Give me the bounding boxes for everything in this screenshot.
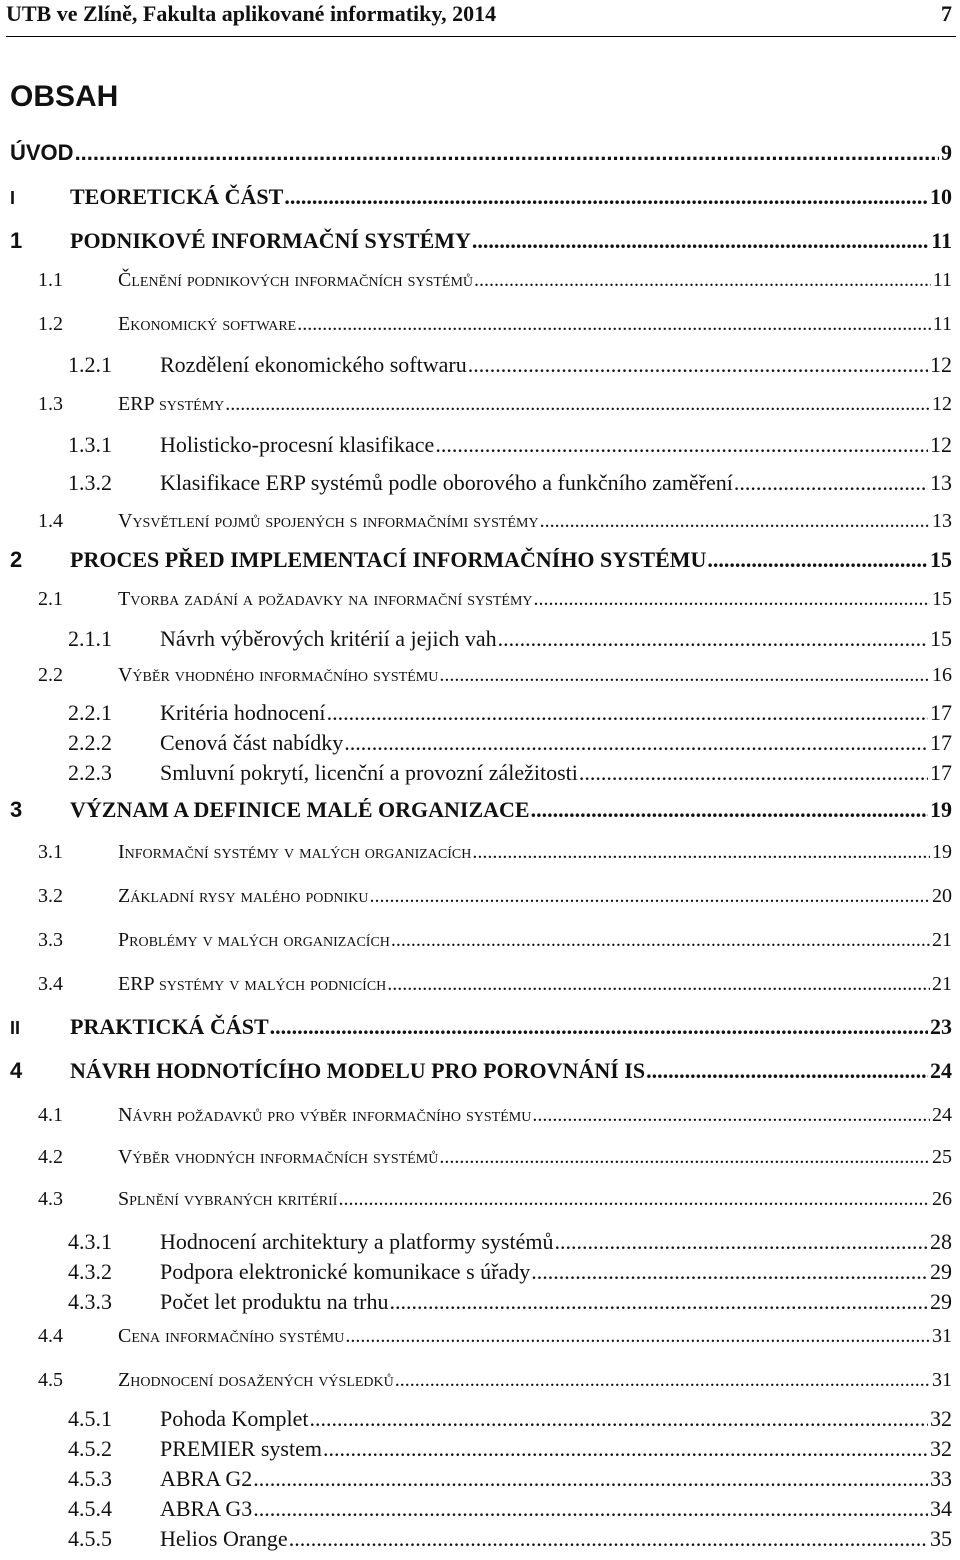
toc-leader-dots	[472, 841, 930, 864]
toc-entry-page: 32	[930, 1436, 952, 1461]
toc-entry-number: 1	[10, 228, 23, 253]
toc-entry[interactable]	[0, 352, 960, 378]
toc-entry-title: Informační systémy v malých organizacích	[118, 841, 472, 863]
toc-entry-title: Výběr vhodných informačních systémů	[118, 1146, 439, 1168]
toc-entry-title: Problémy v malých organizacích	[118, 929, 390, 951]
toc-leader-dots	[498, 626, 928, 652]
toc-entry[interactable]	[0, 313, 960, 336]
toc-entry[interactable]	[0, 1325, 960, 1348]
toc-entry-number: 1.4	[38, 510, 63, 532]
toc-leader-dots	[435, 432, 928, 458]
toc-entry[interactable]	[0, 1496, 960, 1522]
toc-entry-title: Cenová část nabídky	[160, 730, 344, 755]
toc-entry-page: 31	[932, 1369, 952, 1391]
toc-leader-dots	[253, 1496, 928, 1522]
toc-entry-title: Výběr vhodného informačního systému	[118, 664, 439, 686]
toc-entry[interactable]	[0, 885, 960, 908]
toc-leader-dots	[345, 1325, 930, 1348]
toc-entry-number: 3.3	[38, 929, 63, 951]
toc-entry-title: Členění podnikových informačních systémů	[118, 269, 474, 291]
toc-entry-number: 4.5.2	[68, 1436, 112, 1461]
toc-leader-dots	[75, 140, 939, 166]
toc-entry-number: ÚVOD	[10, 140, 74, 165]
toc-entry-title: PRAKTICKÁ ČÁST	[70, 1014, 269, 1039]
toc-entry-page: 11	[931, 228, 952, 253]
toc-entry-number: 4.1	[38, 1104, 63, 1126]
toc-entry-title: PREMIER system	[160, 1436, 322, 1461]
toc-entry-number: 4.5.5	[68, 1526, 112, 1551]
toc-entry[interactable]	[0, 1058, 960, 1084]
toc-leader-dots	[323, 1436, 928, 1462]
toc-entry-title: Hodnocení architektury a platformy systémů	[160, 1229, 554, 1254]
toc-entry-number: 1.2	[38, 313, 63, 335]
toc-entry[interactable]	[0, 1369, 960, 1392]
toc-entry[interactable]	[0, 1526, 960, 1552]
toc-entry-number: I	[10, 188, 16, 208]
toc-entry-number: 4.5.1	[68, 1406, 112, 1431]
toc-entry-title: Helios Orange	[160, 1526, 288, 1551]
toc-entry-page: 17	[930, 700, 952, 725]
toc-entry-number: 4.3.2	[68, 1259, 112, 1284]
toc-entry[interactable]	[0, 1229, 960, 1255]
toc-entry-page: 15	[932, 588, 952, 610]
toc-entry-page: 29	[930, 1289, 952, 1314]
toc-entry-number: 4.3.1	[68, 1229, 112, 1254]
toc-entry-number: 1.3.2	[68, 470, 112, 495]
toc-entry[interactable]	[0, 1436, 960, 1462]
toc-entry-title: Základní rysy malého podniku	[118, 885, 369, 907]
toc-entry-number: 4.3	[38, 1188, 63, 1210]
toc-entry-page: 24	[932, 1104, 952, 1126]
toc-entry-number: 2	[10, 547, 23, 572]
toc-leader-dots	[472, 228, 929, 254]
toc-entry[interactable]	[0, 1289, 960, 1315]
toc-entry-title: Holisticko-procesní klasifikace	[160, 432, 435, 457]
toc-entry-page: 25	[932, 1146, 952, 1168]
toc-entry[interactable]	[0, 588, 960, 611]
toc-entry[interactable]	[0, 393, 960, 416]
toc-entry-title: Klasifikace ERP systémů podle oborového a funkčního zaměření	[160, 470, 733, 495]
toc-leader-dots	[474, 269, 931, 292]
toc-entry-title: Smluvní pokrytí, licenční a provozní záležitosti	[160, 760, 578, 785]
toc-entry-title: ABRA G2	[160, 1466, 253, 1491]
toc-entry[interactable]	[0, 1466, 960, 1492]
toc-entry-page: 34	[930, 1496, 952, 1521]
toc-entry-page: 20	[932, 885, 952, 907]
toc-leader-dots	[390, 1289, 928, 1315]
toc-entry[interactable]	[0, 841, 960, 864]
toc-entry-title: Návrh požadavků pro výběr informačního systému	[118, 1104, 532, 1126]
toc-entry-title: Návrh výběrových kritérií a jejich vah	[160, 626, 497, 651]
toc-entry-title: TEORETICKÁ ČÁST	[70, 184, 284, 209]
toc-entry[interactable]	[0, 470, 960, 496]
toc-entry-number: 2.1	[38, 588, 63, 610]
toc-leader-dots	[297, 313, 931, 336]
toc-entry-page: 17	[930, 760, 952, 785]
toc-entry-number: 2.2.3	[68, 760, 112, 785]
toc-leader-dots	[579, 760, 928, 786]
toc-entry-number: 3	[10, 797, 23, 822]
toc-entry-number: 2.2.2	[68, 730, 112, 755]
toc-entry-number: 1.2.1	[68, 352, 112, 377]
toc-entry-number: 1.3.1	[68, 432, 112, 457]
toc-entry-title: Ekonomický software	[118, 313, 297, 335]
toc-entry-page: 12	[932, 393, 952, 415]
toc-entry[interactable]	[0, 929, 960, 952]
toc-entry[interactable]	[0, 547, 960, 573]
toc-entry-number: 4.3.3	[68, 1289, 112, 1314]
toc-entry-page: 12	[930, 352, 952, 377]
toc-entry-page: 11	[932, 269, 952, 291]
toc-entry[interactable]	[0, 269, 960, 292]
toc-leader-dots	[289, 1526, 928, 1552]
toc-entry[interactable]	[0, 1406, 960, 1432]
header-title: UTB ve Zlíně, Fakulta aplikované informatiky, 2014	[6, 1, 497, 26]
toc-entry[interactable]	[0, 797, 960, 823]
toc-entry-page: 15	[930, 547, 952, 572]
toc-entry-title: Tvorba zadání a požadavky na informační systémy	[118, 588, 533, 610]
toc-entry-title: PROCES PŘED IMPLEMENTACÍ INFORMAČNÍHO SYSTÉMU	[70, 547, 707, 572]
toc-leader-dots	[554, 1229, 928, 1255]
toc-leader-dots	[387, 973, 930, 996]
toc-entry-number: 2.2	[38, 664, 63, 686]
toc-leader-dots	[369, 885, 930, 908]
toc-entry-title: Pohoda Komplet	[160, 1406, 309, 1431]
toc-leader-dots	[284, 184, 928, 210]
toc-entry-number: 4.5.3	[68, 1466, 112, 1491]
toc-entry-number: 1.3	[38, 393, 63, 415]
toc-entry-page: 16	[932, 664, 952, 686]
toc-leader-dots	[270, 1014, 928, 1040]
toc-entry-title: Cena informačního systému	[118, 1325, 345, 1347]
toc-entry[interactable]	[0, 664, 960, 687]
toc-entry-title: Splnění vybraných kritérií	[118, 1188, 338, 1210]
toc-leader-dots	[734, 470, 928, 496]
toc-entry-page: 29	[930, 1259, 952, 1284]
toc-entry-title: ERP systémy	[118, 393, 225, 415]
toc-leader-dots	[707, 547, 928, 573]
toc-entry-number: 4.5	[38, 1369, 63, 1391]
toc-entry-title: PODNIKOVÉ INFORMAČNÍ SYSTÉMY	[70, 228, 471, 253]
toc-entry-title: Počet let produktu na trhu	[160, 1289, 389, 1314]
toc-leader-dots	[532, 1104, 930, 1127]
toc-entry-page: 11	[932, 313, 952, 335]
toc-entry-title: Kritéria hodnocení	[160, 700, 326, 725]
toc-entry-page: 15	[930, 626, 952, 651]
toc-entry-title: Podpora elektronické komunikace s úřady	[160, 1259, 531, 1284]
toc-entry[interactable]	[0, 228, 960, 254]
toc-entry[interactable]	[0, 1259, 960, 1285]
toc-leader-dots	[646, 1058, 928, 1084]
toc-entry-page: 19	[930, 797, 952, 822]
toc-entry-page: 19	[932, 841, 952, 863]
toc-entry-page: 28	[930, 1229, 952, 1254]
toc-entry[interactable]	[0, 626, 960, 652]
toc-leader-dots	[310, 1406, 929, 1432]
toc-leader-dots	[327, 700, 928, 726]
toc-entry[interactable]	[0, 140, 960, 166]
toc-entry-page: 17	[930, 730, 952, 755]
toc-entry-page: 32	[930, 1406, 952, 1431]
toc-entry-title: Zhodnocení dosažených výsledků	[118, 1369, 394, 1391]
toc-entry-number: 2.2.1	[68, 700, 112, 725]
toc-entry[interactable]	[0, 1188, 960, 1211]
toc-entry-number: 2.1.1	[68, 626, 112, 651]
toc-entry-page: 24	[930, 1058, 952, 1083]
toc-entry-number: 3.2	[38, 885, 63, 907]
toc-entry-page: 26	[932, 1188, 952, 1210]
toc-entry-title: Rozdělení ekonomického softwaru	[160, 352, 467, 377]
toc-entry-page: 21	[932, 973, 952, 995]
toc-entry-number: 4.4	[38, 1325, 63, 1347]
toc-entry-page: 13	[930, 470, 952, 495]
header-page-number: 7	[941, 1, 952, 26]
toc-entry-page: 13	[932, 510, 952, 532]
toc-entry[interactable]	[0, 432, 960, 458]
toc-leader-dots	[439, 664, 930, 687]
toc-leader-dots	[395, 1369, 930, 1392]
toc-leader-dots	[391, 929, 930, 952]
toc-entry-number: 4.5.4	[68, 1496, 112, 1521]
toc-entry[interactable]	[0, 1104, 960, 1127]
toc-entry-title: NÁVRH HODNOTÍCÍHO MODELU PRO POROVNÁNÍ IS	[70, 1058, 646, 1083]
toc-entry[interactable]	[0, 700, 960, 726]
toc-leader-dots	[468, 352, 928, 378]
toc-entry-page: 31	[932, 1325, 952, 1347]
toc-entry-page: 9	[941, 140, 952, 165]
toc-entry-page: 12	[930, 432, 952, 457]
toc-entry-number: 1.1	[38, 269, 63, 291]
toc-entry-title: ERP systémy v malých podnicích	[118, 973, 387, 995]
toc-leader-dots	[253, 1466, 928, 1492]
toc-leader-dots	[344, 730, 928, 756]
toc-entry-title: ABRA G3	[160, 1496, 253, 1521]
toc-entry[interactable]	[0, 184, 960, 210]
toc-entry[interactable]	[0, 1014, 960, 1040]
toc-leader-dots	[540, 510, 930, 533]
toc-leader-dots	[531, 1259, 928, 1285]
toc-entry[interactable]	[0, 730, 960, 756]
toc-entry-page: 23	[930, 1014, 952, 1039]
toc-leader-dots	[225, 393, 930, 416]
toc-entry[interactable]	[0, 760, 960, 786]
toc-entry-page: 33	[930, 1466, 952, 1491]
toc-entry-number: 4	[10, 1058, 23, 1083]
toc-entry-page: 10	[930, 184, 952, 209]
toc-leader-dots	[534, 588, 930, 611]
toc-entry-title: VÝZNAM A DEFINICE MALÉ ORGANIZACE	[70, 797, 530, 822]
toc-entry-page: 35	[930, 1526, 952, 1551]
toc-entry[interactable]	[0, 973, 960, 996]
toc-entry-number: 3.1	[38, 841, 63, 863]
toc-entry-number: 3.4	[38, 973, 63, 995]
toc-leader-dots	[439, 1146, 930, 1169]
toc-entry-title: Vysvětlení pojmů spojených s informačními systémy	[118, 510, 539, 532]
toc-leader-dots	[531, 797, 928, 823]
toc-entry-number: 4.2	[38, 1146, 63, 1168]
toc-entry[interactable]	[0, 1146, 960, 1169]
toc-heading: OBSAH	[10, 80, 119, 113]
toc-entry-number: II	[10, 1018, 21, 1038]
toc-entry[interactable]	[0, 510, 960, 533]
toc-leader-dots	[338, 1188, 930, 1211]
toc-entry-page: 21	[932, 929, 952, 951]
